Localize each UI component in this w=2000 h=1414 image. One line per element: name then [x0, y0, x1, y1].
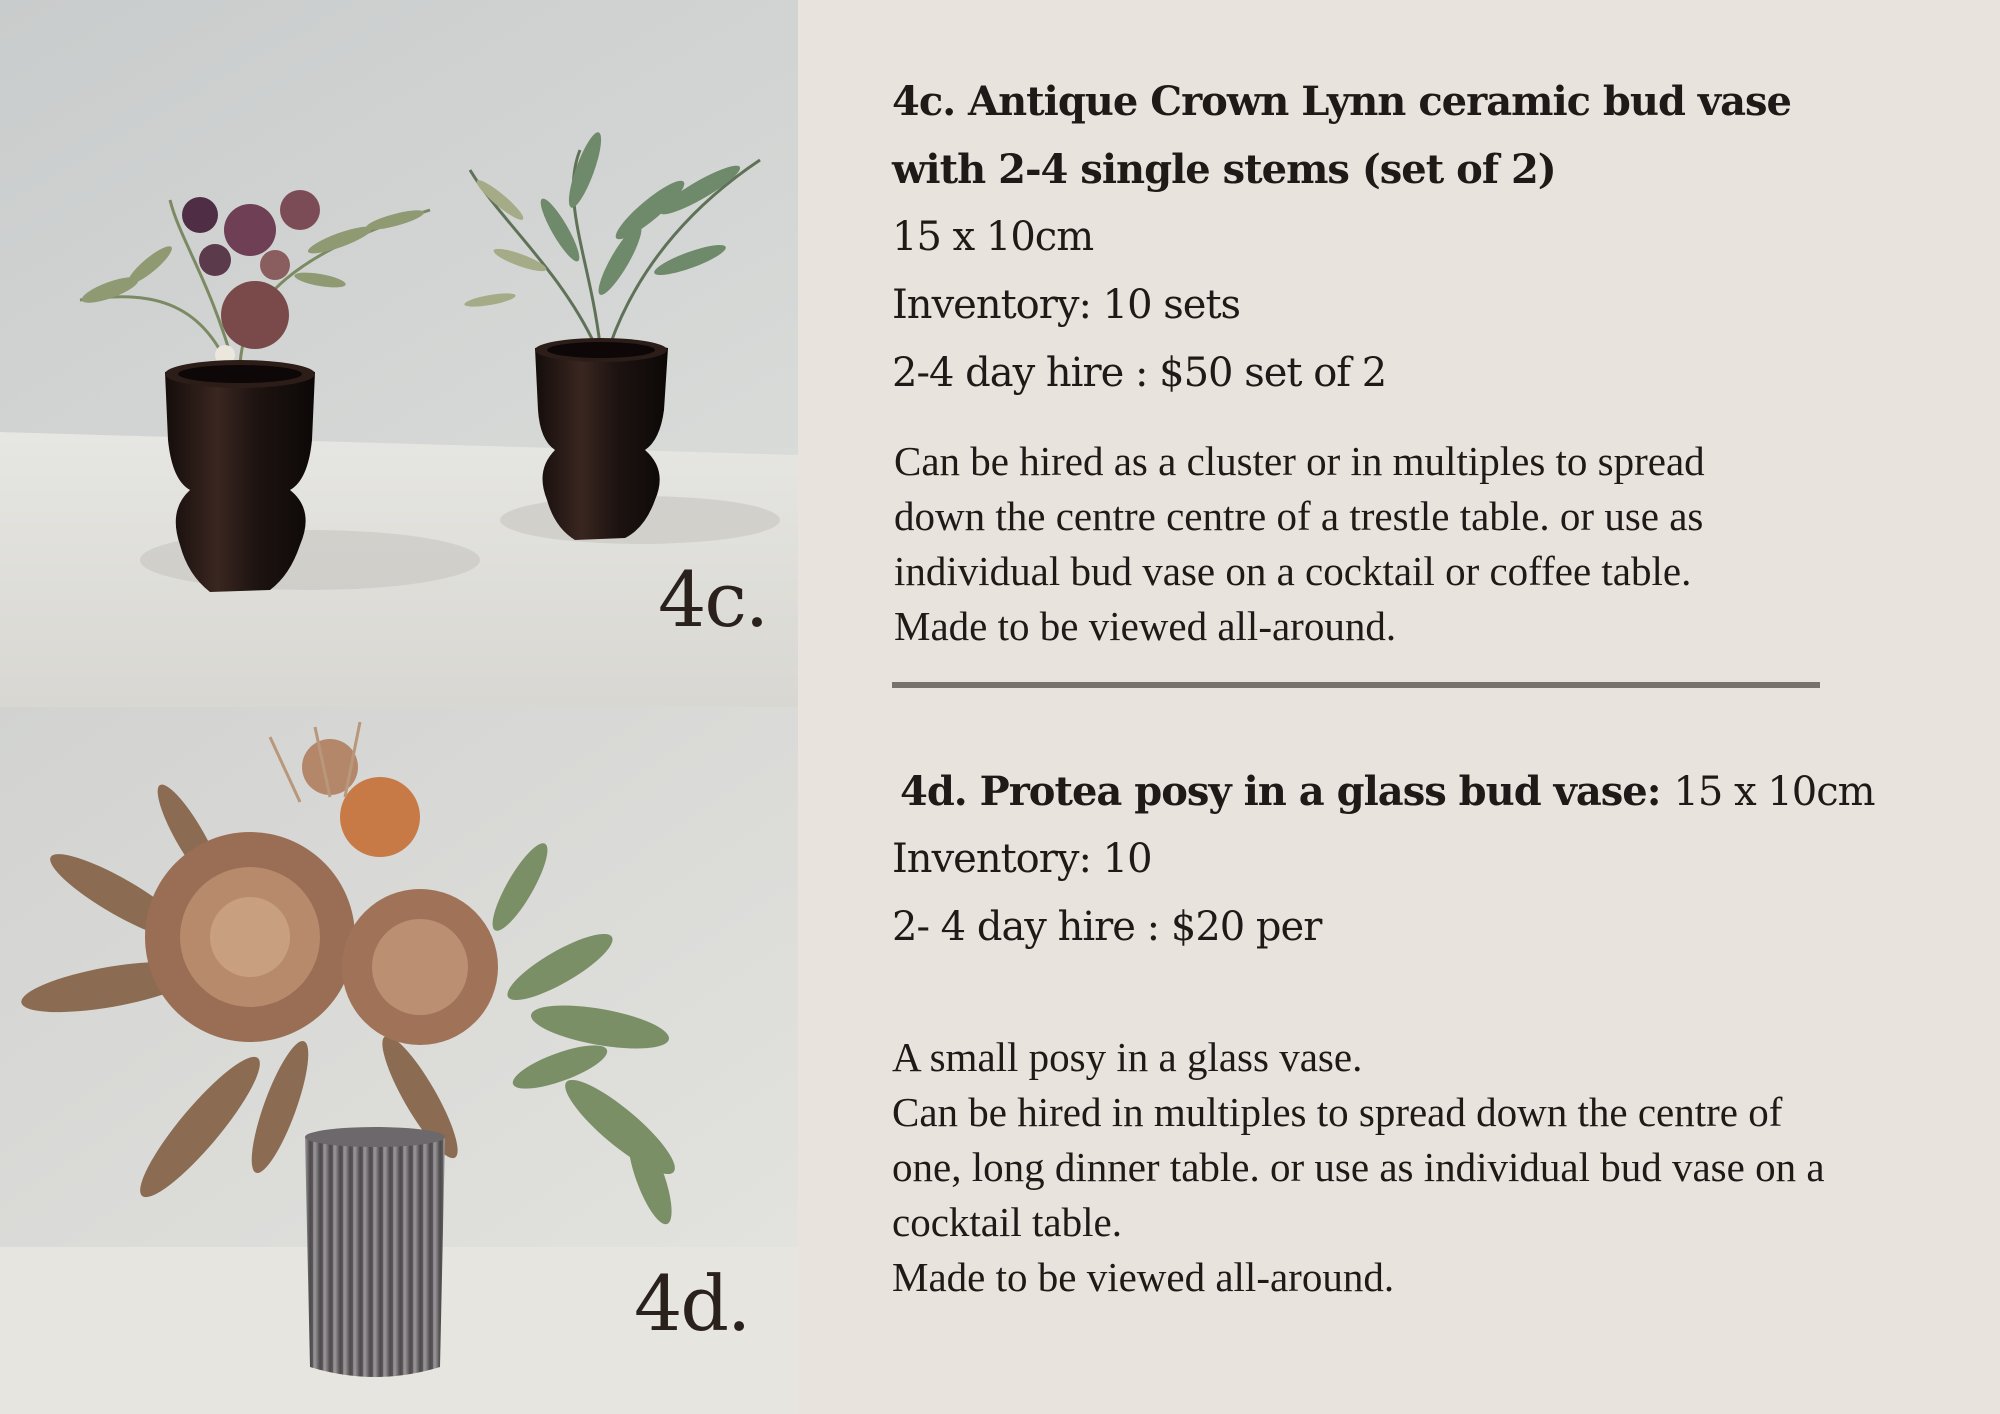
- item-4c-description: [894, 434, 1705, 654]
- photo-label-4d: 4d.: [634, 1259, 750, 1348]
- item-4c-hire-price: 2-4 day hire : $50 set of 2: [892, 350, 1387, 396]
- item-4c-description-line: Can be hired as a cluster or in multiples to spread: [894, 438, 1705, 484]
- item-4d-inventory: Inventory: 10: [892, 836, 1152, 882]
- item-4d-description-line: Can be hired in multiples to spread down the centre of: [892, 1089, 1783, 1135]
- item-4c-title-line1: 4c. Antique Crown Lynn ceramic bud vase: [892, 78, 1791, 125]
- photo-4c-ceramic-bud-vases: [0, 0, 798, 707]
- item-4c-size: 15 x 10cm: [892, 214, 1094, 260]
- item-4d-description: [892, 1030, 1825, 1305]
- item-4c-description-line: Made to be viewed all-around.: [894, 603, 1397, 649]
- item-4c-description-line: down the centre centre of a trestle table. or use as: [894, 493, 1704, 539]
- photo-label-4c: 4c.: [658, 555, 768, 644]
- item-4c-title-line2: with 2-4 single stems (set of 2): [892, 146, 1556, 193]
- item-4d-description-line: Made to be viewed all-around.: [892, 1254, 1395, 1300]
- item-4d-size: 15 x 10cm: [1673, 769, 1875, 815]
- item-4c-inventory: Inventory: 10 sets: [892, 282, 1241, 328]
- item-4d-description-line: A small posy in a glass vase.: [892, 1034, 1363, 1080]
- item-4d-description-line: cocktail table.: [892, 1199, 1122, 1245]
- photo-4d-protea-posy: [0, 707, 798, 1414]
- item-4c-description-line: individual bud vase on a cocktail or coffee table.: [894, 548, 1692, 594]
- item-4d-description-line: one, long dinner table. or use as individual bud vase on a: [892, 1144, 1825, 1190]
- item-4d-hire-price: 2- 4 day hire : $20 per: [892, 904, 1322, 950]
- section-divider: [892, 682, 1820, 688]
- item-4d-title-text: 4d. Protea posy in a glass bud vase:: [900, 768, 1661, 815]
- item-4d-title: [900, 768, 1875, 815]
